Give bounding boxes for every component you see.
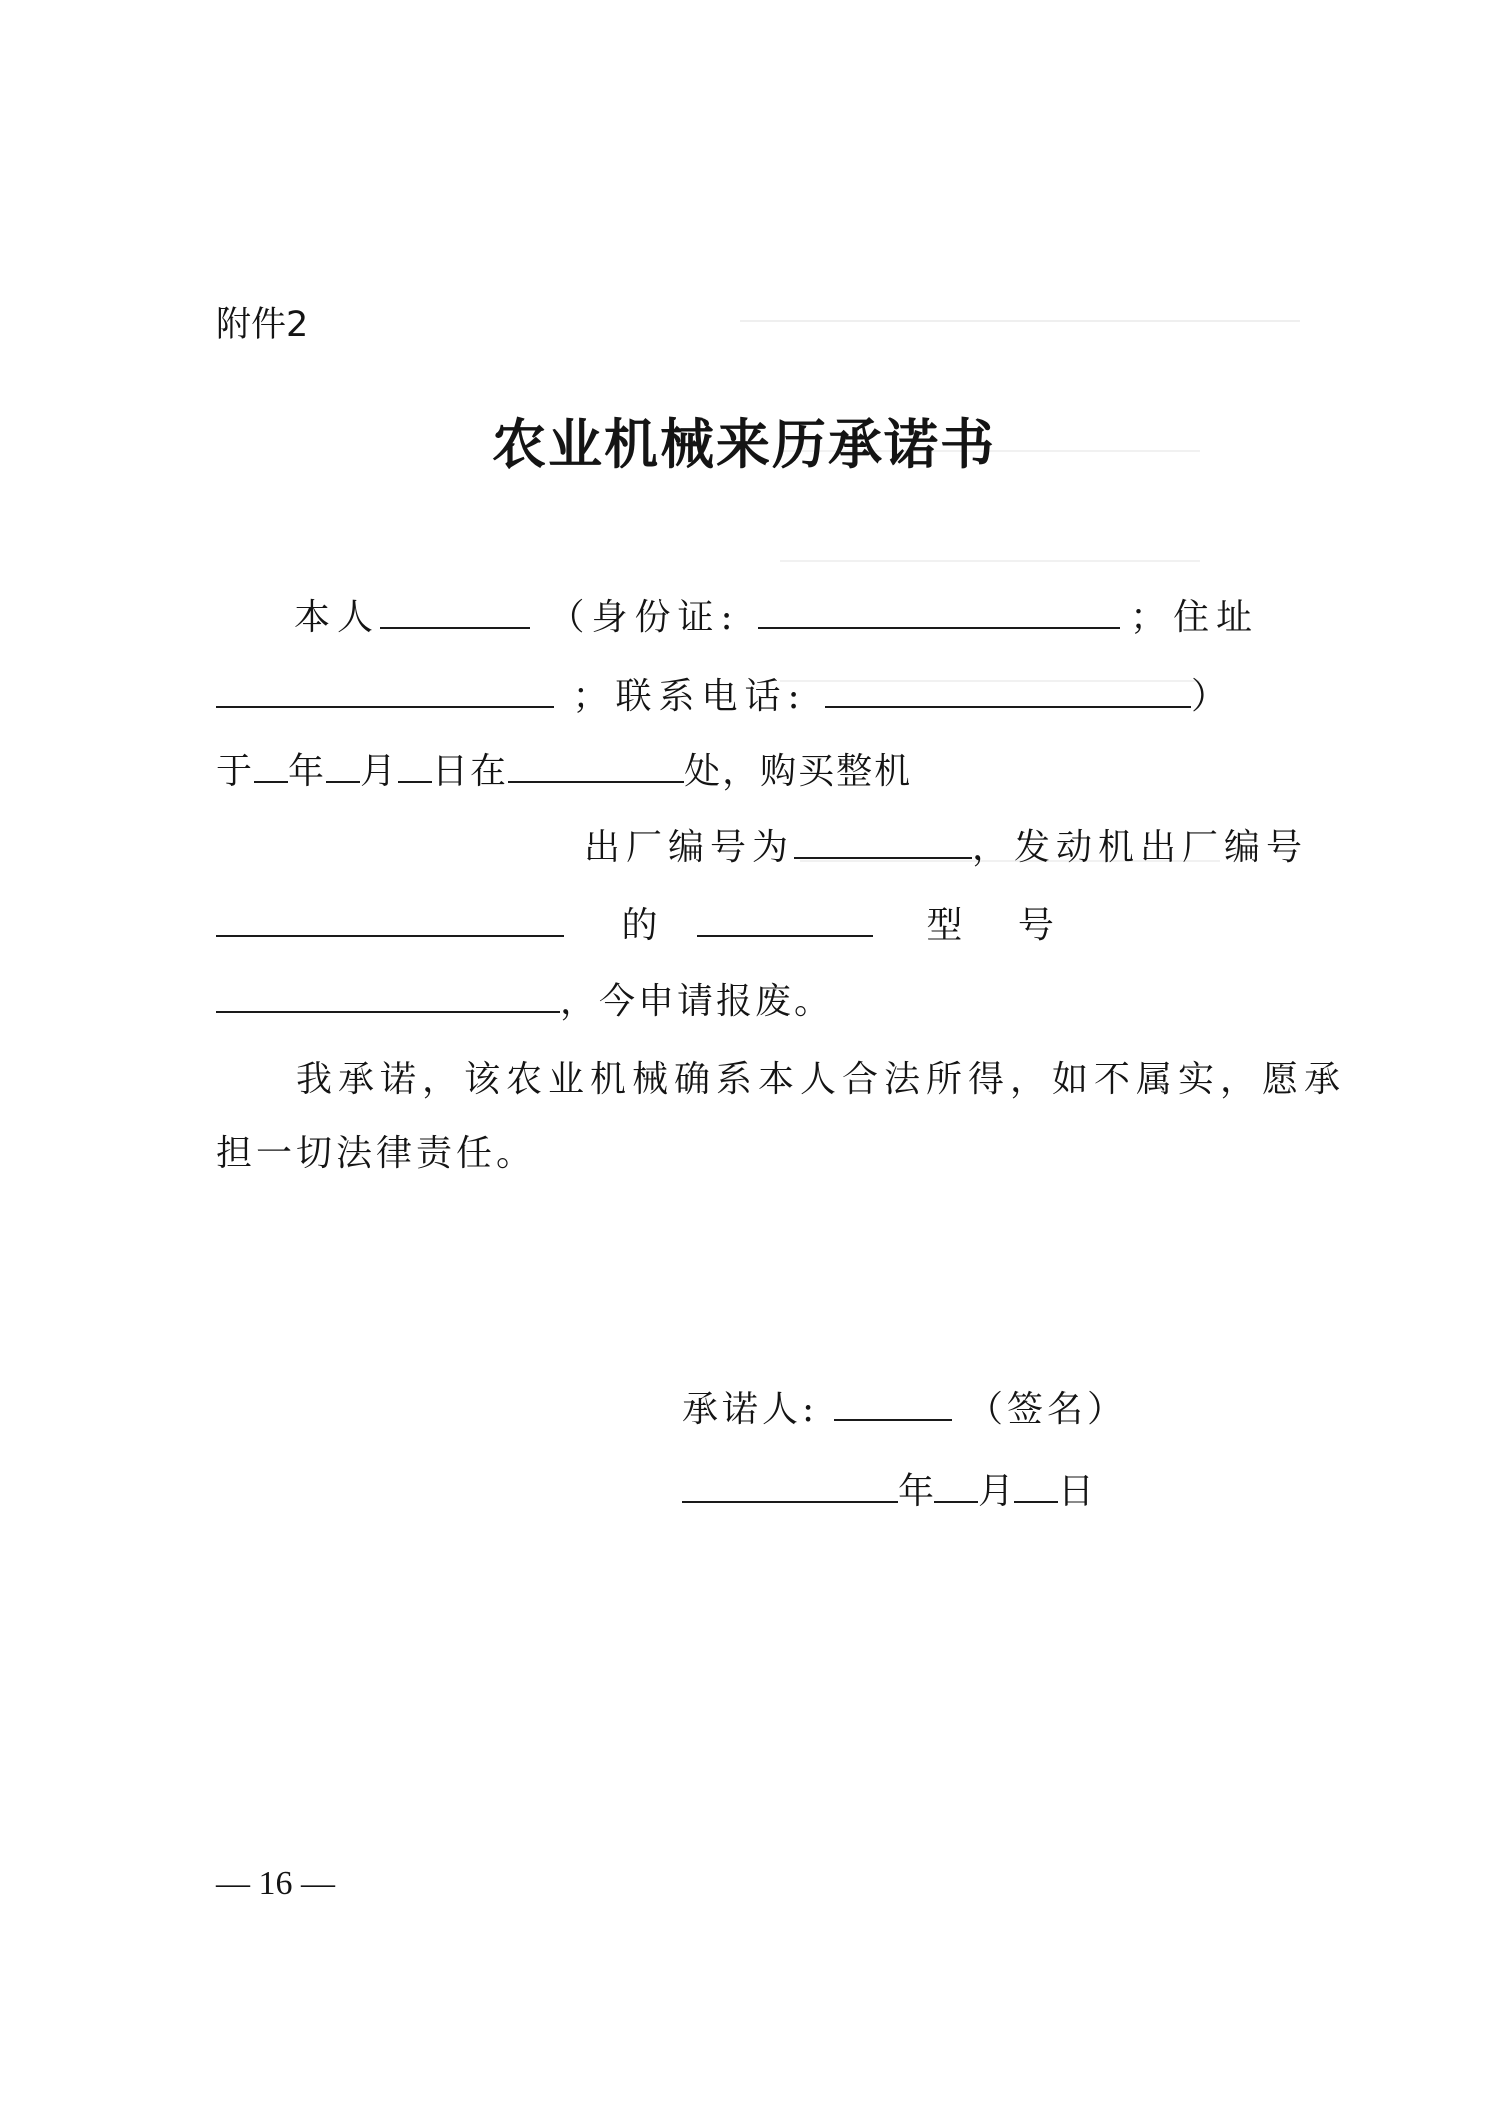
- statement-line-2: [216, 675, 1234, 719]
- line4-text-b: ，发动机出厂编号: [972, 827, 1309, 868]
- line3-text-c: 月: [360, 751, 399, 792]
- line5-text-b: 型 号: [926, 905, 1076, 946]
- sign-day-blank[interactable]: [1014, 1471, 1058, 1503]
- phone-blank[interactable]: [825, 676, 1191, 708]
- line3-text-d: 日在: [432, 751, 509, 792]
- line6-text-a: ，今申请报废。: [560, 981, 834, 1022]
- attachment-label: 附件2: [216, 305, 309, 345]
- line3-text-e: 处，购买整机: [684, 751, 913, 792]
- signature-date-line: [682, 1470, 1094, 1514]
- statement-line-5: [216, 904, 1076, 948]
- pledge-line-2: 担一切法律责任。: [216, 1133, 537, 1174]
- line2-text-a: ；联系电话:: [572, 676, 807, 717]
- page-number: — 16 —: [216, 1865, 335, 1902]
- sign-month-blank[interactable]: [934, 1471, 978, 1503]
- sign-day-label: 日: [1058, 1471, 1095, 1512]
- statement-line-1: [294, 596, 1259, 640]
- address-blank[interactable]: [216, 676, 554, 708]
- signature-note: （签名）: [967, 1389, 1128, 1430]
- bleed-through-marks: [180, 300, 1280, 1000]
- pledge-line-1: 我承诺，该农业机械确系本人合法所得，如不属实，愿承: [296, 1059, 1347, 1100]
- purchase-day-blank[interactable]: [398, 751, 432, 783]
- line1-text-a: 本人: [294, 597, 381, 638]
- statement-line-3: [216, 750, 912, 794]
- sign-year-label: 年: [898, 1471, 935, 1512]
- line1-text-c: ；住址: [1130, 597, 1260, 638]
- id-number-blank[interactable]: [758, 597, 1120, 629]
- signature-line: [682, 1388, 1127, 1432]
- sign-year-blank[interactable]: [682, 1471, 898, 1503]
- line3-text-a: 于: [216, 751, 255, 792]
- name-blank[interactable]: [380, 597, 530, 629]
- purchase-month-blank[interactable]: [326, 751, 360, 783]
- line4-text-a: 出厂编号为: [584, 827, 795, 868]
- line3-text-b: 年: [288, 751, 327, 792]
- factory-serial-blank[interactable]: [794, 827, 972, 859]
- purchase-place-blank[interactable]: [508, 751, 684, 783]
- line1-text-b: （身份证:: [548, 597, 740, 638]
- model-blank[interactable]: [697, 905, 873, 937]
- signature-blank[interactable]: [834, 1389, 952, 1421]
- document-title: 农业机械来历承诺书: [492, 412, 996, 476]
- line2-text-b: ）: [1191, 676, 1235, 717]
- statement-line-4: [584, 826, 1308, 870]
- purchase-year-blank[interactable]: [254, 751, 288, 783]
- line5-text-a: 的: [621, 905, 658, 946]
- statement-line-6: [216, 980, 833, 1024]
- sign-month-label: 月: [978, 1471, 1015, 1512]
- engine-serial-blank[interactable]: [216, 905, 564, 937]
- signer-label: 承诺人:: [682, 1389, 819, 1430]
- machine-type-blank[interactable]: [216, 981, 560, 1013]
